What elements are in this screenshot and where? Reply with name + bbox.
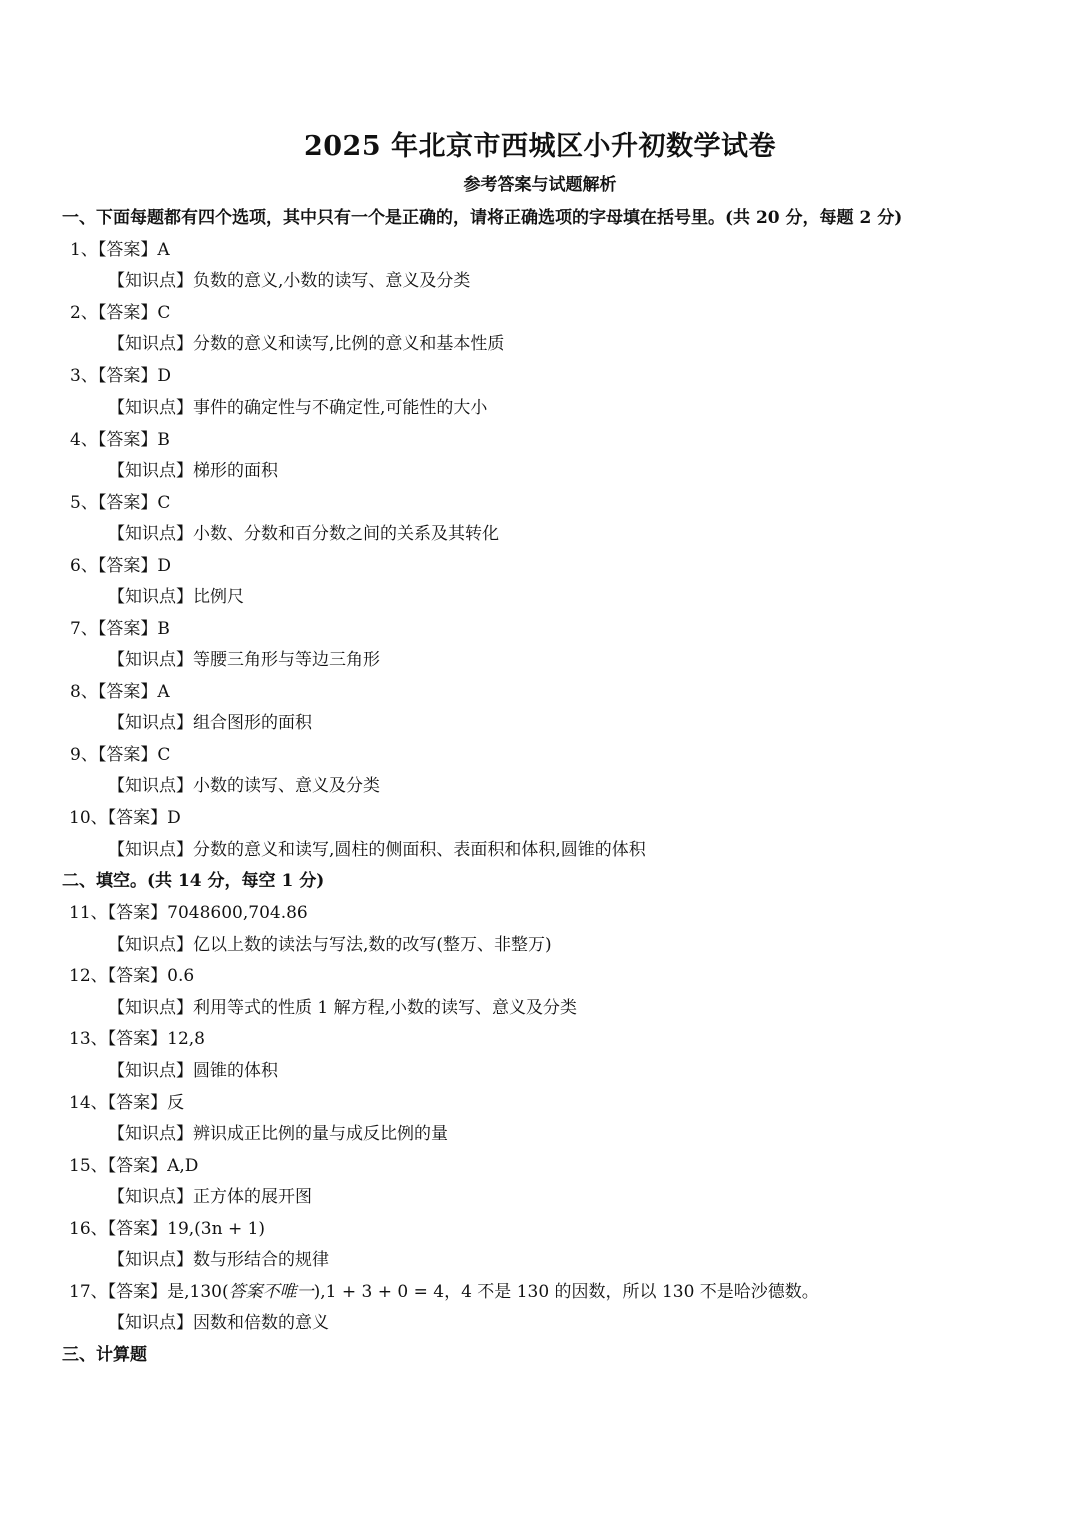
answer-line-7: 7、【答案】B xyxy=(70,619,170,639)
knowledge-line-9: 【知识点】小数的读写、意义及分类 xyxy=(108,776,380,796)
knowledge-line-8: 【知识点】组合图形的面积 xyxy=(108,713,312,733)
knowledge-line-4: 【知识点】梯形的面积 xyxy=(108,461,278,481)
knowledge-line-5: 【知识点】小数、分数和百分数之间的关系及其转化 xyxy=(108,524,499,544)
knowledge-line-7: 【知识点】等腰三角形与等边三角形 xyxy=(108,650,380,670)
knowledge-line-15: 【知识点】正方体的展开图 xyxy=(108,1187,312,1207)
answer-line-2: 2、【答案】C xyxy=(70,303,171,323)
knowledge-line-6: 【知识点】比例尺 xyxy=(108,587,244,607)
knowledge-line-13: 【知识点】圆锥的体积 xyxy=(108,1061,278,1081)
answer-line-11: 11、【答案】7048600,704.86 xyxy=(69,903,308,923)
answer-line-14: 14、【答案】反 xyxy=(69,1093,185,1113)
answer-line-8: 8、【答案】A xyxy=(70,682,170,702)
answer-line-12: 12、【答案】0.6 xyxy=(69,966,195,986)
answer-line-1: 1、【答案】A xyxy=(70,240,170,260)
answer-line-15: 15、【答案】A,D xyxy=(69,1156,199,1176)
answer-line-13: 13、【答案】12,8 xyxy=(69,1029,205,1049)
section-heading-3: 三、计算题 xyxy=(62,1345,147,1365)
answer-line-3: 3、【答案】D xyxy=(70,366,171,386)
answer-line-6: 6、【答案】D xyxy=(70,556,171,576)
answer-line-10: 10、【答案】D xyxy=(69,808,181,828)
knowledge-line-1: 【知识点】负数的意义,小数的读写、意义及分类 xyxy=(108,271,471,291)
knowledge-line-11: 【知识点】亿以上数的读法与写法,数的改写(整万、非整万) xyxy=(108,935,552,955)
section-heading-1: 一、下面每题都有四个选项，其中只有一个是正确的，请将正确选项的字母填在括号里。(共 20 分，每题 2 分) xyxy=(62,208,903,228)
knowledge-line-12: 【知识点】利用等式的性质 1 解方程,小数的读写、意义及分类 xyxy=(108,998,578,1018)
document-title: 2025 年北京市西城区小升初数学试卷 xyxy=(303,131,777,162)
knowledge-line-10: 【知识点】分数的意义和读写,圆柱的侧面积、表面积和体积,圆锥的体积 xyxy=(108,840,646,860)
answer-17-italic-note: 答案不唯一 xyxy=(228,1282,314,1302)
answer-line-9: 9、【答案】C xyxy=(70,745,171,765)
answer-line-5: 5、【答案】C xyxy=(70,493,171,513)
knowledge-line-17: 【知识点】因数和倍数的意义 xyxy=(108,1313,329,1333)
answer-line-16: 16、【答案】19,(3n + 1) xyxy=(69,1219,266,1239)
answer-line-17 xyxy=(69,1277,819,1302)
document-subtitle: 参考答案与试题解析 xyxy=(463,175,617,195)
answer-17-prefix: 17、【答案】是,130( xyxy=(69,1282,229,1302)
answer-17-suffix: ),1 + 3 + 0 = 4，4 不是 130 的因数，所以 130 不是哈沙德数。 xyxy=(313,1282,819,1302)
knowledge-line-14: 【知识点】辨识成正比例的量与成反比例的量 xyxy=(108,1124,448,1144)
knowledge-line-2: 【知识点】分数的意义和读写,比例的意义和基本性质 xyxy=(108,334,505,354)
knowledge-line-3: 【知识点】事件的确定性与不确定性,可能性的大小 xyxy=(108,398,488,418)
answer-line-4: 4、【答案】B xyxy=(70,430,170,450)
knowledge-line-16: 【知识点】数与形结合的规律 xyxy=(108,1250,329,1270)
section-heading-2: 二、填空。(共 14 分，每空 1 分) xyxy=(62,871,325,891)
